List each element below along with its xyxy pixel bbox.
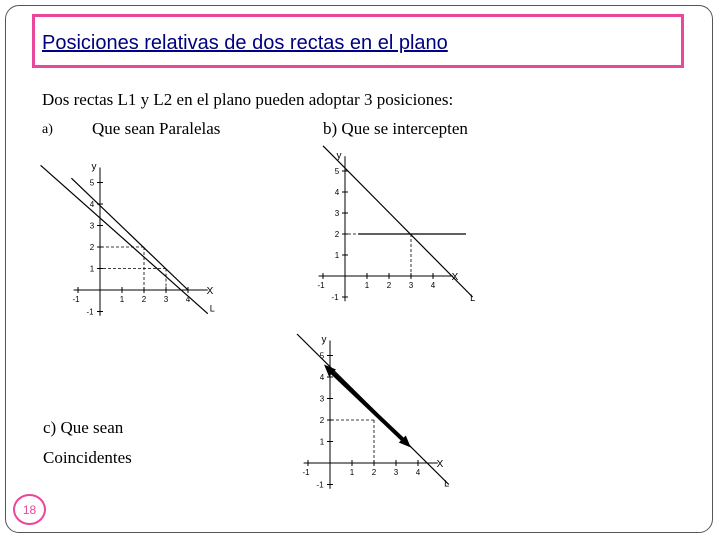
y-tick-label: 3 <box>334 209 340 218</box>
y-tick-label: 4 <box>319 373 325 382</box>
y-neg-tick-label: -1 <box>86 307 94 317</box>
y-tick-label: 1 <box>334 251 340 260</box>
y-tick-label: 5 <box>319 351 325 361</box>
case-c-text-line1: c) Que sean <box>43 418 124 437</box>
case-a-label: a) <box>42 122 53 137</box>
graph-parallel <box>41 161 215 316</box>
y-neg-tick-label: -1 <box>331 293 339 302</box>
y-neg-tick-label: -1 <box>316 480 324 490</box>
x-tick-label: 3 <box>408 281 414 290</box>
x-axis-label: X <box>451 272 459 283</box>
x-axis-label: X <box>436 459 444 470</box>
slide-title: Posiciones relativas de dos rectas en el plano <box>42 32 448 54</box>
y-tick-label: 2 <box>89 243 95 252</box>
x-neg-tick-label: -1 <box>72 295 80 304</box>
line-label: L <box>444 478 450 489</box>
case-a-text: Que sean Paralelas <box>92 119 221 138</box>
y-tick-label: 2 <box>334 230 340 239</box>
x-tick-label: 2 <box>141 295 147 304</box>
case-b-text: b) Que se intercepten <box>323 119 468 138</box>
x-tick-label: 1 <box>364 281 370 290</box>
y-axis-label: y <box>321 334 327 346</box>
x-neg-tick-label: -1 <box>302 468 310 477</box>
x-tick-label: 3 <box>393 468 399 477</box>
page-number: 18 <box>22 502 37 517</box>
graph-intersecting <box>317 146 475 303</box>
y-tick-label: 4 <box>89 200 95 209</box>
x-tick-label: 4 <box>415 468 421 477</box>
y-tick-label: 4 <box>334 188 340 197</box>
y-axis-label: y <box>336 150 342 162</box>
line-label: L <box>470 293 476 304</box>
x-neg-tick-label: -1 <box>317 281 325 290</box>
y-tick-label: 5 <box>89 178 95 188</box>
graph-coincident <box>297 334 449 490</box>
x-tick-label: 2 <box>371 468 377 477</box>
case-c-text-line2: Coincidentes <box>43 448 132 467</box>
y-tick-label: 1 <box>89 264 95 274</box>
line-l1 <box>41 165 208 313</box>
y-tick-label: 3 <box>89 221 95 231</box>
y-tick-label: 2 <box>319 416 325 425</box>
x-tick-label: 1 <box>119 295 125 304</box>
y-tick-label: 1 <box>319 437 325 447</box>
line-l2-thick <box>330 371 405 442</box>
line-label: L <box>209 303 215 314</box>
x-tick-label: 3 <box>163 295 169 304</box>
y-tick-label: 3 <box>319 394 325 404</box>
x-axis-label: X <box>206 286 214 297</box>
x-tick-label: 4 <box>430 281 436 290</box>
x-tick-label: 2 <box>386 281 392 290</box>
x-tick-label: 4 <box>185 295 191 304</box>
x-tick-label: 1 <box>349 468 355 477</box>
y-axis-label: y <box>91 161 97 173</box>
intro-text: Dos rectas L1 y L2 en el plano pueden adoptar 3 posiciones: <box>42 90 454 109</box>
y-tick-label: 5 <box>334 167 340 176</box>
